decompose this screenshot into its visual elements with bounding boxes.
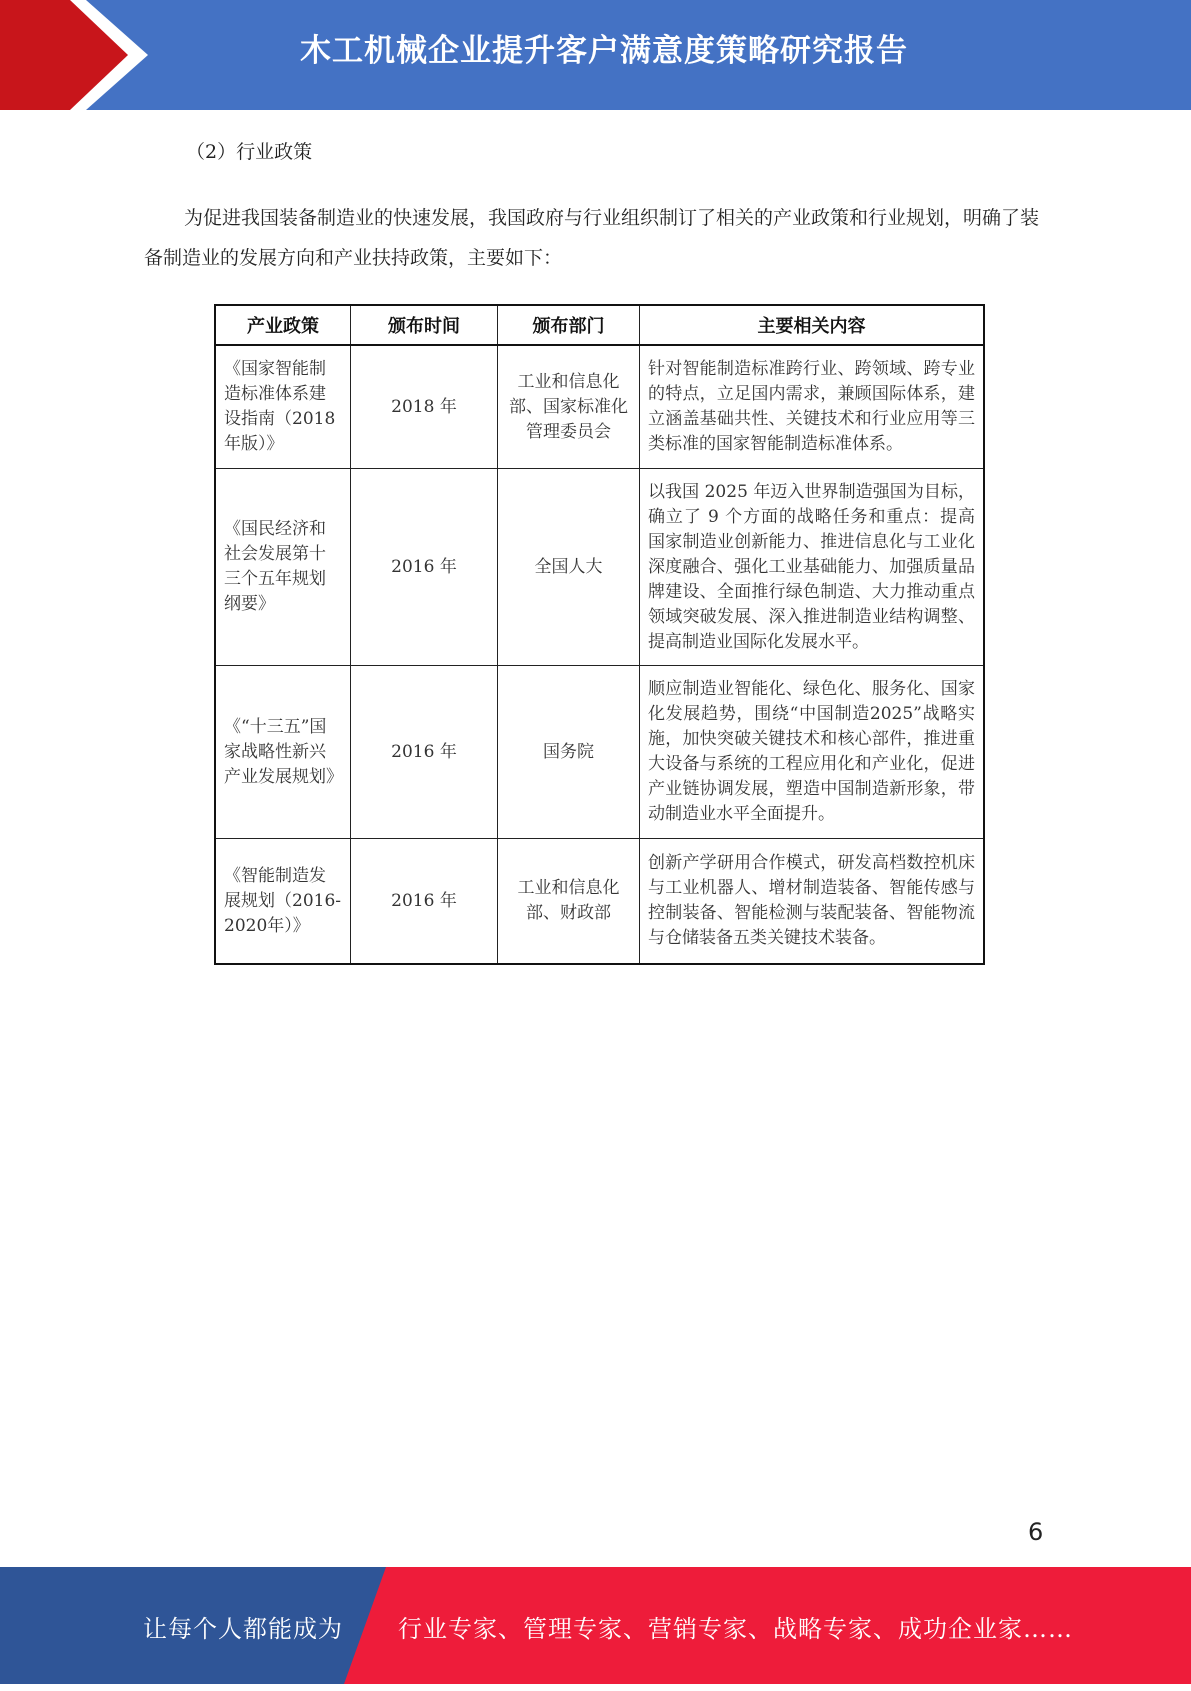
footer-slogan-right: 行业专家、管理专家、营销专家、战略专家、成功企业家……	[398, 1615, 1073, 1643]
table-row	[215, 839, 984, 965]
cell-year: 2018 年	[351, 345, 498, 469]
table-row	[215, 345, 984, 469]
cell-dept: 工业和信息化部、财政部	[498, 839, 640, 965]
cell-policy: 《“十三五”国家战略性新兴产业发展规划》	[215, 666, 351, 839]
cell-dept: 全国人大	[498, 469, 640, 666]
table-header-row	[215, 305, 984, 345]
cell-dept: 国务院	[498, 666, 640, 839]
cell-year: 2016 年	[351, 666, 498, 839]
col-header-year: 颁布时间	[351, 305, 498, 345]
page-number: 6	[1028, 1518, 1044, 1546]
cell-content: 创新产学研用合作模式，研发高档数控机床与工业机器人、增材制造装备、智能传感与控制装备、智能检测与装配装备、智能物流与仓储装备五类关键技术装备。	[640, 839, 985, 965]
cell-policy: 《国民经济和社会发展第十三个五年规划纲要》	[215, 469, 351, 666]
col-header-content: 主要相关内容	[640, 305, 985, 345]
intro-paragraph: 为促进我国装备制造业的快速发展，我国政府与行业组织制订了相关的产业政策和行业规划，明确了装备制造业的发展方向和产业扶持政策，主要如下：	[144, 207, 1040, 269]
report-title: 木工机械企业提升客户满意度策略研究报告	[300, 33, 908, 69]
cell-content: 针对智能制造标准跨行业、跨领域、跨专业的特点，立足国内需求，兼顾国际体系，建立涵盖基础共性、关键技术和行业应用等三类标准的国家智能制造标准体系。	[640, 345, 985, 469]
cell-year: 2016 年	[351, 469, 498, 666]
cell-content: 顺应制造业智能化、绿色化、服务化、国家化发展趋势，围绕“中国制造2025”战略实施，加快突破关键技术和核心部件，推进重大设备与系统的工程应用化和产业化，促进产业链协调发展，塑造中国制造新形象，带动制造业水平全面提升。	[640, 666, 985, 839]
col-header-dept: 颁布部门	[498, 305, 640, 345]
table-row	[215, 666, 984, 839]
cell-policy: 《智能制造发展规划（2016-2020年）》	[215, 839, 351, 965]
policy-table	[214, 304, 985, 965]
page-footer	[0, 1567, 1191, 1684]
page-header	[0, 0, 1191, 110]
footer-slogan-left: 让每个人都能成为	[143, 1615, 343, 1643]
cell-content: 以我国 2025 年迈入世界制造强国为目标，确立了 9 个方面的战略任务和重点：提高国家制造业创新能力、推进信息化与工业化深度融合、强化工业基础能力、加强质量品牌建设、全面推行绿色制造、大力推动重点领域突破发展、深入推进制造业结构调整、提高制造业国际化发展水平。	[640, 469, 985, 666]
cell-year: 2016 年	[351, 839, 498, 965]
cell-dept: 工业和信息化部、国家标准化管理委员会	[498, 345, 640, 469]
col-header-policy: 产业政策	[215, 305, 351, 345]
section-subheading: （2）行业政策	[186, 141, 313, 163]
table-row	[215, 469, 984, 666]
cell-policy: 《国家智能制造标准体系建设指南（2018年版）》	[215, 345, 351, 469]
